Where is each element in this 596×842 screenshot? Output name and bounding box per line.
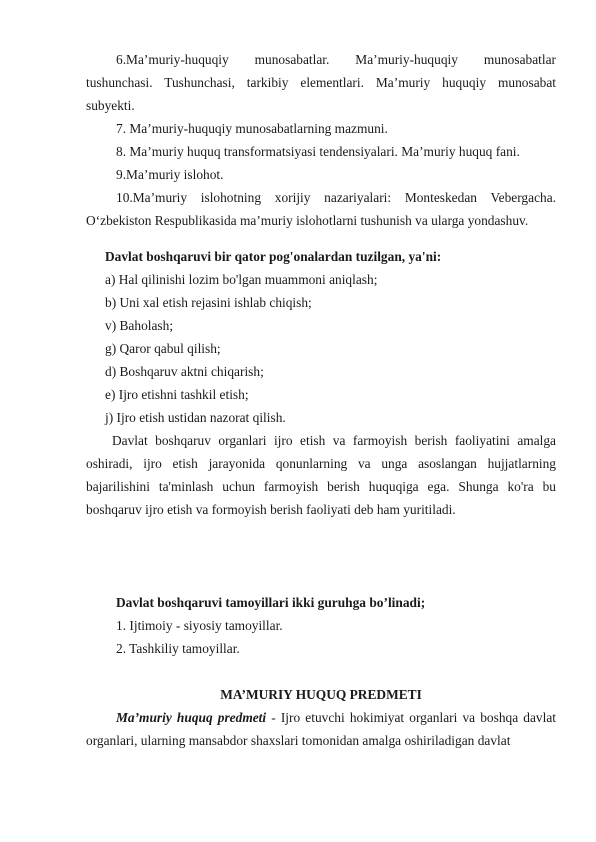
list-item-a: a) Hal qilinishi lozim bo'lgan muammoni aniqlash;	[105, 272, 378, 287]
list-item-1: 1. Ijtimoiy - siyosiy tamoyillar.	[116, 618, 283, 633]
section-heading-stages: Davlat boshqaruvi bir qator pog'onalardan tuzilgan, ya'ni:	[105, 249, 442, 264]
list-item-8: 8. Ma’muriy huquq transformatsiyasi tendensiyalari. Ma’muriy huquq fani.	[116, 144, 520, 159]
list-item-j: j) Ijro etish ustidan nazorat qilish.	[105, 410, 286, 425]
section-title: MA’MURIY HUQUQ PREDMETI	[220, 687, 422, 702]
list-item-v: v) Baholash;	[105, 318, 174, 333]
list-item-7: 7. Ma’muriy-huquqiy munosabatlarning mazmuni.	[116, 121, 388, 136]
definition-text: - Ijro etuvchi hokimiyat organlari va boshqa davlat organlari, ularning mansabdor shaxslari tomonidan amalga oshiriladigan davlat	[86, 710, 556, 748]
list-item-d: d) Boshqaruv aktni chiqarish;	[105, 364, 264, 379]
list-item-e: e) Ijro etishni tashkil etish;	[105, 387, 249, 402]
paragraph-item-6: 6.Ma’muriy-huquqiy munosabatlar. Ma’muriy-huquqiy munosabatlar tushunchasi. Tushunchasi, tarkibiy elementlari. Ma’muriy huquqiy munosabat subyekti.	[86, 52, 556, 113]
definition-term: Ma’muriy huquq predmeti	[116, 710, 267, 725]
list-item-g: g) Qaror qabul qilish;	[105, 341, 221, 356]
list-item-b: b) Uni xal etish rejasini ishlab chiqish;	[105, 295, 312, 310]
section-heading-principles: Davlat boshqaruvi tamoyillari ikki guruhga bo’linadi;	[116, 595, 426, 610]
paragraph-definition	[86, 706, 556, 752]
list-item-9: 9.Ma’muriy islohot.	[116, 167, 224, 182]
paragraph-executive-activity: Davlat boshqaruv organlari ijro etish va farmoyish berish faoliyatini amalga oshiradi, ijro etish jarayonida qonunlarning va unga asoslangan hujjatlarning bajarilishini ta'minlash uchun farmoyish berish huquqiga ega. Shunga ko'ra bu boshqaruv ijro etish va formoyish berish faoliyati deb ham yuritiladi.	[86, 433, 556, 517]
paragraph-item-10: 10.Ma’muriy islohotning xorijiy nazariyalari: Monteskedan Vebergacha. O‘zbekiston Respublikasida ma’muriy islohotlarni tushunish va ularga yondashuv.	[86, 190, 556, 228]
list-item-2: 2. Tashkiliy tamoyillar.	[116, 641, 240, 656]
